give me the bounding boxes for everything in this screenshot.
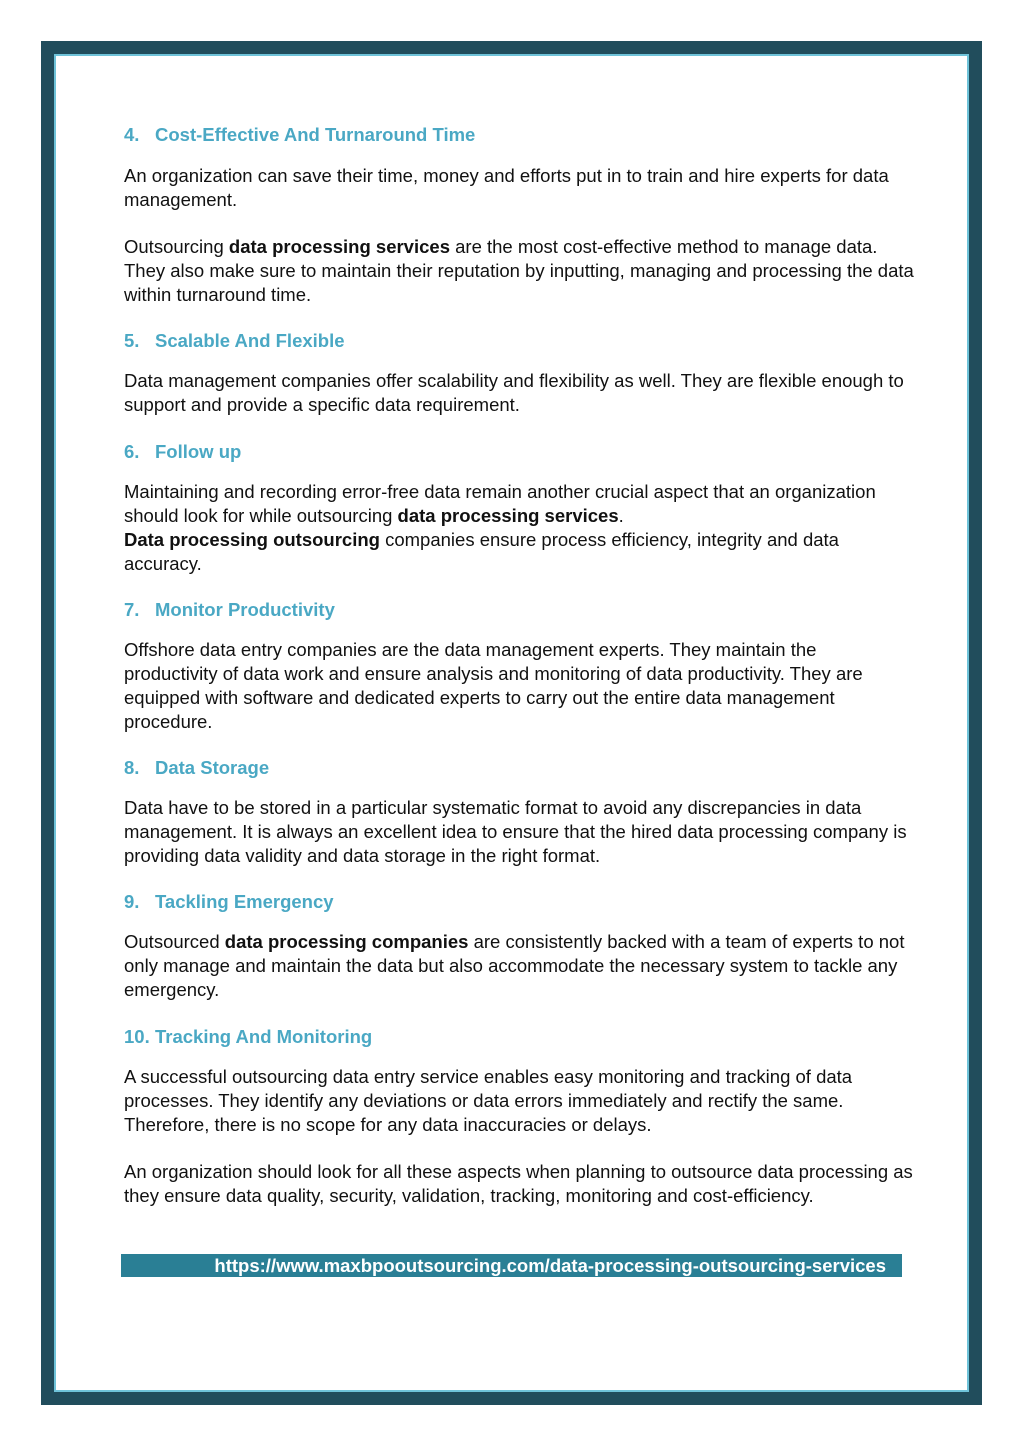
- section-title: Data Storage: [155, 757, 270, 778]
- section-title: Follow up: [155, 441, 242, 462]
- section-heading-8: [124, 756, 269, 780]
- section-7-paragraph-1: Offshore data entry companies are the data management experts. They maintain the productivity of data work and ensure analysis and monitoring of data productivity. They are equipped with software and dedicated experts to carry out the entire data management procedure.: [124, 639, 863, 732]
- section-number: 4.: [124, 124, 140, 145]
- section-title: Cost-Effective And Turnaround Time: [155, 124, 476, 145]
- section-number: 10.: [124, 1026, 150, 1047]
- section-10-paragraph-1: A successful outsourcing data entry service enables easy monitoring and tracking of data processes. They identify any deviations or data errors immediately and rectify the same. Therefore, there is no scope for any data inaccuracies or delays.: [124, 1066, 853, 1135]
- section-title: Tackling Emergency: [155, 891, 334, 912]
- text: Maintaining and recording error-free data remain another crucial aspect that an organization should look for while outsourcing: [124, 481, 876, 526]
- section-title: Monitor Productivity: [155, 599, 335, 620]
- bold-text: data processing companies: [224, 931, 469, 952]
- bold-text: data processing services: [397, 505, 619, 526]
- section-heading-9: [124, 890, 334, 914]
- section-4-paragraph-1: An organization can save their time, money and efforts put in to train and hire experts for data management.: [124, 165, 889, 210]
- section-number: 5.: [124, 330, 140, 351]
- bold-text: data processing services: [228, 236, 450, 257]
- text: Outsourced: [124, 931, 225, 952]
- section-number: 9.: [124, 891, 140, 912]
- closing-paragraph: An organization should look for all these aspects when planning to outsource data processing as they ensure data quality, security, validation, tracking, monitoring and cost-efficiency.: [124, 1161, 913, 1206]
- section-number: 8.: [124, 757, 140, 778]
- text: companies ensure process efficiency, integrity and data accuracy.: [124, 529, 839, 574]
- section-5-paragraph-1: Data management companies offer scalability and flexibility as well. They are flexible enough to support and provide a specific data requirement.: [124, 370, 904, 415]
- text: are the most cost-effective method to manage data. They also make sure to maintain their reputation by inputting, managing and processing the data within turnaround time.: [124, 236, 914, 305]
- section-heading-5: [124, 329, 345, 353]
- section-9-paragraph-1: [124, 930, 914, 1002]
- section-title: Scalable And Flexible: [155, 330, 345, 351]
- section-heading-6: [124, 440, 241, 464]
- section-number: 7.: [124, 599, 140, 620]
- section-heading-4: [124, 123, 475, 147]
- footer-url-link[interactable]: https://www.maxbpooutsourcing.com/data-processing-outsourcing-services: [121, 1254, 902, 1277]
- text: .: [618, 505, 624, 526]
- section-heading-7: [124, 598, 335, 622]
- section-6-paragraph-1: [124, 480, 914, 576]
- section-8-paragraph-1: Data have to be stored in a particular systematic format to avoid any discrepancies in data management. It is always an excellent idea to ensure that the hired data processing company is providing data validity and data storage in the right format.: [124, 797, 907, 866]
- section-number: 6.: [124, 441, 140, 462]
- text: Outsourcing: [124, 236, 229, 257]
- section-heading-10: [124, 1025, 372, 1049]
- section-title: Tracking And Monitoring: [155, 1026, 373, 1047]
- bold-text: Data processing outsourcing: [124, 529, 380, 550]
- text: are consistently backed with a team of experts to not only manage and maintain the data but also accommodate the necessary system to tackle any emergency.: [124, 931, 905, 1000]
- section-4-paragraph-2: [124, 235, 914, 307]
